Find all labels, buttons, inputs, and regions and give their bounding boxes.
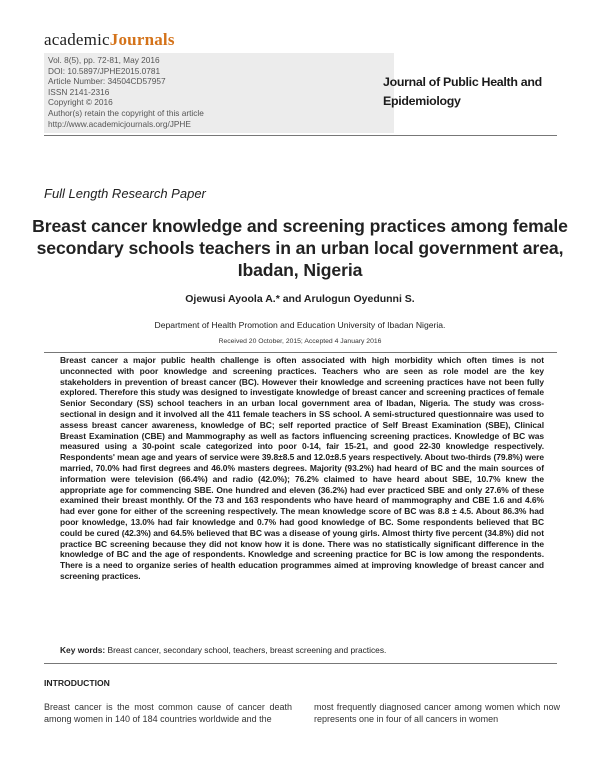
section-heading-introduction: INTRODUCTION: [44, 678, 110, 688]
article-metadata-box: [44, 53, 394, 133]
affiliation: Department of Health Promotion and Education University of Ibadan Nigeria.: [154, 320, 446, 330]
authors: Ojewusi Ayoola A.* and Arulogun Oyedunni S.: [185, 293, 415, 305]
journal-name: Journal of Public Health and Epidemiology: [383, 75, 542, 108]
logo-text-academic: academic: [44, 30, 110, 49]
meta-issn: ISSN 2141-2316: [48, 86, 110, 97]
body-column-right: most frequently diagnosed cancer among women which now represents one in four of all cancers in women: [314, 702, 560, 725]
meta-volume: Vol. 8(5), pp. 72-81, May 2016: [48, 55, 160, 65]
meta-copyright: Copyright © 2016: [48, 97, 113, 108]
keywords-label: Key words:: [60, 645, 106, 655]
received-accepted-dates: Received 20 October, 2015; Accepted 4 January 2016: [218, 338, 382, 345]
keywords: [60, 645, 560, 655]
abstract-bottom-divider: [44, 663, 557, 664]
abstract: Breast cancer a major public health challenge is often associated with high morbidity which often times is not unconnected with poor knowledge and screening practices. Teachers who are seen as role model are the key stakeholders in prevention of breast cancer (BC). However their knowledge and screening practices have not been fully explored. Therefore this study was designed to investigate knowledge of breast cancer and screening practices of female Senior Secondary (SS) school teachers in an urban local government area of Ibadan, Nigeria. The study was cross-sectional in design and it involved all the 411 female teachers in SS school. A semi-structured questionnaire was used to assess breast cancer awareness, knowledge of BC; self reported practice of Self Breast Examination (SBE), Clinical Breast Examination (CBE) and Mammography as well as factors influencing screening practices. Knowledge of BC was measured using a 30-point scale categorized into poor 0-14, fair 15-21, and good 22-30 knowledge respectively. Respondents' mean age and years of service were 39.8±8.5 and 12.0±8.5 years respectively. About two-thirds (79.8%) were married, 70.0% had first degrees and 46.0% masters degrees. Majority (93.2%) had heard of BC and the main sources of information were television (66.4%) and radio (42.0%); 76.2% claimed to have heard about SBE, 10.7% knew the appropriate age for commencing SBE. One hundred and eleven (36.2%) had ever practiced SBE and only 27.6% of these examined their breast monthly. Of the 73 and 163 respondents who have heard of mammography and CBE 1.6 and 4.6% had ever gone for either of the screening respectively. The mean knowledge score of BC was 8.8 ± 4.5. About 86.3% had poor knowledge, 13.0% had fair knowledge and 0.7% had good knowledge of BC. Some respondents believed that BC could be cured (42.3%) and 64.5% believed that BC was a disease of young girls. Almost thirty five percent (34.8%) did not practice BC screening because they did not know how it is done. There was no statistically significant difference in the knowledge of BC and the age of respondents. Knowledge and screening practice for BC is low among the respondents. There is a need to organize series of health education programmes aimed at improving knowledge of breast cancer and screening practices.: [60, 355, 544, 581]
keywords-text: Breast cancer, secondary school, teachers, breast screening and practices.: [107, 645, 387, 655]
meta-license: Author(s) retain the copyright of this article: [48, 107, 204, 118]
paper-title: Breast cancer knowledge and screening practices among female secondary schools teachers in an urban local government area, Ibadan, Nigeria: [32, 216, 568, 280]
meta-url: http://www.academicjournals.org/JPHE: [48, 118, 191, 129]
abstract-top-divider: [44, 352, 557, 353]
meta-doi: DOI: 10.5897/JPHE2015.0781: [48, 65, 161, 76]
logo-text-journals: Journals: [109, 30, 175, 49]
meta-article-number: Article Number: 34504CD57957: [48, 76, 166, 87]
header-divider: [44, 135, 557, 136]
paper-type: Full Length Research Paper: [44, 186, 206, 201]
body-column-left: Breast cancer is the most common cause of cancer death among women in 140 of 184 countries worldwide and the: [44, 702, 292, 725]
publisher-logo: [44, 30, 175, 50]
